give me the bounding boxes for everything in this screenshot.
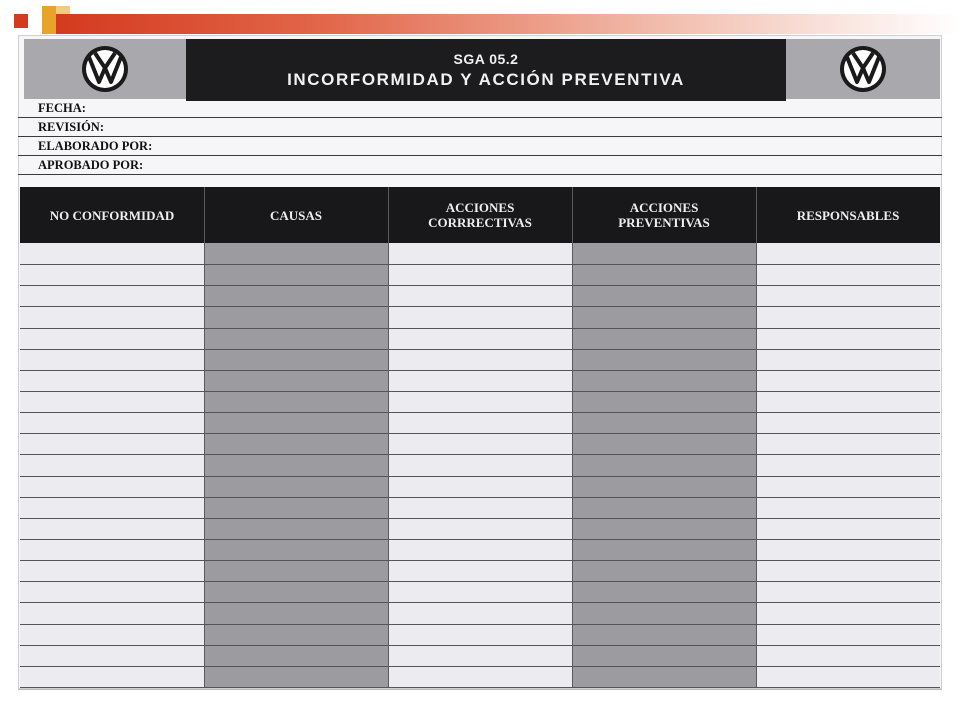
column-divider	[204, 187, 205, 687]
form-title: INCORFORMIDAD Y ACCIÓN PREVENTIVA	[287, 70, 685, 89]
deco-square-red	[14, 14, 28, 28]
column-body-causas	[204, 243, 388, 687]
column-body-acciones-correctivas	[388, 243, 572, 687]
logo-box-left	[24, 39, 186, 99]
form-code: SGA 05.2	[453, 51, 519, 67]
table-row	[20, 370, 940, 371]
table-row	[20, 666, 940, 667]
vw-logo-icon	[838, 44, 888, 94]
table-row	[20, 539, 940, 540]
table-row	[20, 645, 940, 646]
field-fecha: FECHA:	[18, 99, 942, 118]
table-row	[20, 518, 940, 519]
table-row	[20, 412, 940, 413]
vw-logo-icon	[80, 44, 130, 94]
column-divider	[756, 187, 757, 687]
table-row	[20, 391, 940, 392]
table-row	[20, 560, 940, 561]
table-row	[20, 285, 940, 286]
column-header-acciones-correctivas: ACCIONES CORRRECTIVAS	[428, 200, 532, 230]
column-header-responsables: RESPONSABLES	[796, 207, 900, 223]
column-header-causas: CAUSAS	[269, 207, 322, 223]
table-row	[20, 306, 940, 307]
form-title-band	[186, 39, 786, 101]
deco-gradient-bar	[56, 14, 960, 34]
logo-box-right	[786, 39, 940, 99]
column-body-acciones-preventivas	[572, 243, 756, 687]
column-body-no-conformidad	[20, 243, 204, 687]
column-body-responsables	[756, 243, 940, 687]
column-header-no-conformidad: NO CONFORMIDAD	[49, 207, 175, 223]
table-row	[20, 476, 940, 477]
table-row	[20, 624, 940, 625]
column-divider	[572, 187, 573, 687]
table-row	[20, 349, 940, 350]
deco-square-gold-2	[42, 20, 56, 34]
column-divider	[388, 187, 389, 687]
table-row	[20, 581, 940, 582]
form-metadata	[18, 99, 942, 187]
table-row	[20, 328, 940, 329]
table-row	[20, 497, 940, 498]
field-revision: REVISIÓN:	[18, 118, 942, 137]
scanned-form	[18, 35, 942, 689]
table-row	[20, 602, 940, 603]
table-row	[20, 687, 940, 688]
field-aprobado-por: APROBADO POR:	[18, 156, 942, 175]
table-row	[20, 433, 940, 434]
scan-bottom-edge	[18, 689, 942, 690]
column-header-acciones-preventivas: ACCIONES PREVENTIVAS	[618, 200, 710, 230]
deco-square-gold-1	[42, 6, 56, 20]
table-row	[20, 264, 940, 265]
field-elaborado-por: ELABORADO POR:	[18, 137, 942, 156]
table-row	[20, 454, 940, 455]
